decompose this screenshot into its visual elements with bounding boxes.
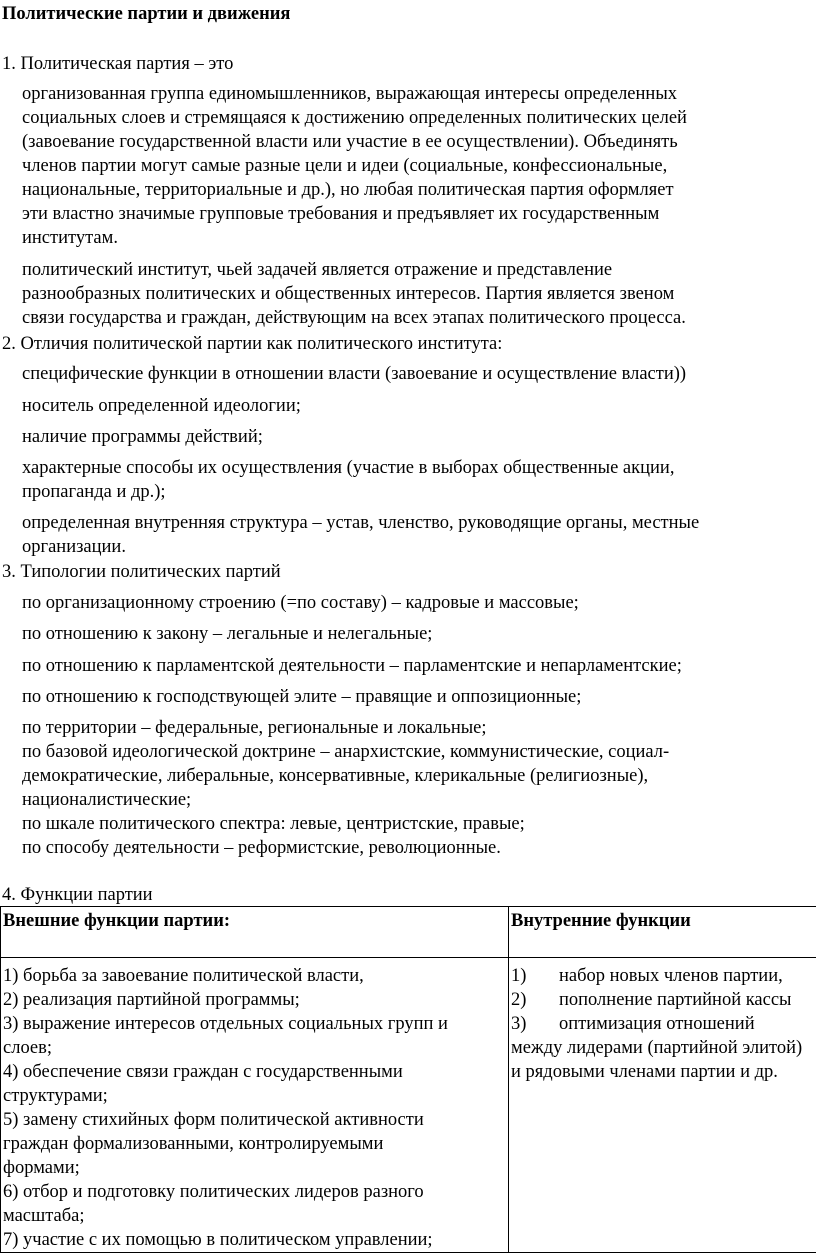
text-line: националистические;: [22, 788, 812, 812]
list-item: 6) отбор и подготовку политических лидеров разного: [3, 1180, 508, 1204]
text-line: политический институт, чьей задачей является отражение и представление: [22, 258, 812, 282]
text-line: определенная внутренняя структура – устав, членство, руководящие органы, местные: [22, 511, 812, 535]
text-line: членов партии могут самые разные цели и идеи (социальные, конфессиональные,: [22, 154, 812, 178]
text-line: организации.: [22, 535, 812, 559]
list-item: 4) обеспечение связи граждан с государственными: [3, 1060, 508, 1084]
text-line: по шкале политического спектра: левые, центристские, правые;: [22, 812, 812, 836]
text-line: институтам.: [22, 226, 812, 250]
list-item: формами;: [3, 1156, 508, 1180]
text-line: (завоевание государственной власти или участие в ее осуществлении). Объединять: [22, 130, 812, 154]
section-3-heading: 3. Типологии политических партий: [2, 560, 281, 584]
text-line: национальные, территориальные и др.), но любая политическая партия оформляет: [22, 178, 812, 202]
list-item: слоев;: [3, 1036, 508, 1060]
list-item: 1) набор новых членов партии,: [511, 964, 816, 988]
list-item: 7) участие с их помощью в политическом управлении;: [3, 1228, 508, 1252]
list-item: 3) оптимизация отношений: [511, 1012, 816, 1036]
list-item: [22, 362, 812, 386]
external-functions-header: Внешние функции партии:: [1, 907, 509, 958]
list-item: 1) борьба за завоевание политической власти,: [3, 964, 508, 988]
list-item: граждан формализованными, контролируемыми: [3, 1132, 508, 1156]
list-item: по организационному строению (=по составу) – кадровые и массовые;: [22, 591, 812, 615]
list-item: 3) выражение интересов отдельных социальных групп и: [3, 1012, 508, 1036]
section-2-heading: 2. Отличия политической партии как политического института:: [2, 332, 502, 356]
section-4-heading: 4. Функции партии: [2, 883, 153, 907]
internal-functions-header: Внутренние функции: [509, 907, 816, 958]
external-functions-cell: [1, 958, 509, 1253]
party-definition-2: [22, 258, 812, 330]
party-definition-1: [22, 82, 812, 250]
list-item: [22, 425, 812, 449]
list-item: [22, 456, 812, 504]
text-line: разнообразных политических и общественных интересов. Партия является звеном: [22, 282, 812, 306]
text-line: пропаганда и др.);: [22, 480, 812, 504]
text-line: демократические, либеральные, консервативные, клерикальные (религиозные),: [22, 764, 812, 788]
text-line: между лидерами (партийной элитой): [511, 1036, 816, 1060]
list-item: 5) замену стихийных форм политической активности: [3, 1108, 508, 1132]
document-title: Политические партии и движения: [2, 2, 290, 26]
list-item: 2) пополнение партийной кассы: [511, 988, 816, 1012]
text-line: характерные способы их осуществления (участие в выборах общественные акции,: [22, 456, 812, 480]
text-line: и рядовыми членами партии и др.: [511, 1060, 816, 1084]
list-item: [22, 511, 812, 559]
list-item: по отношению к господствующей элите – правящие и оппозиционные;: [22, 685, 812, 709]
text-line: социальных слоев и стремящаяся к достижению определенных политических целей: [22, 106, 812, 130]
list-item: [22, 394, 812, 418]
internal-functions-cell: [509, 958, 816, 1253]
list-item: [22, 716, 812, 860]
list-item: структурами;: [3, 1084, 508, 1108]
text-line: по базовой идеологической доктрине – анархистские, коммунистические, социал-: [22, 740, 812, 764]
list-item: по отношению к закону – легальные и нелегальные;: [22, 622, 812, 646]
text-line: организованная группа единомышленников, выражающая интересы определенных: [22, 82, 812, 106]
list-item: 2) реализация партийной программы;: [3, 988, 508, 1012]
list-item: по отношению к парламентской деятельности – парламентские и непарламентские;: [22, 654, 812, 678]
list-item: масштаба;: [3, 1204, 508, 1228]
text-line: по территории – федеральные, региональные и локальные;: [22, 716, 812, 740]
text-line: носитель определенной идеологии;: [22, 394, 812, 418]
functions-table: [0, 906, 816, 1253]
text-line: наличие программы действий;: [22, 425, 812, 449]
text-line: по способу деятельности – реформистские, революционные.: [22, 836, 812, 860]
section-1-heading: 1. Политическая партия – это: [2, 52, 233, 76]
text-line: эти властно значимые групповые требования и предъявляет их государственным: [22, 202, 812, 226]
text-line: специфические функции в отношении власти (завоевание и осуществление власти)): [22, 362, 812, 386]
text-line: связи государства и граждан, действующим на всех этапах политического процесса.: [22, 306, 812, 330]
